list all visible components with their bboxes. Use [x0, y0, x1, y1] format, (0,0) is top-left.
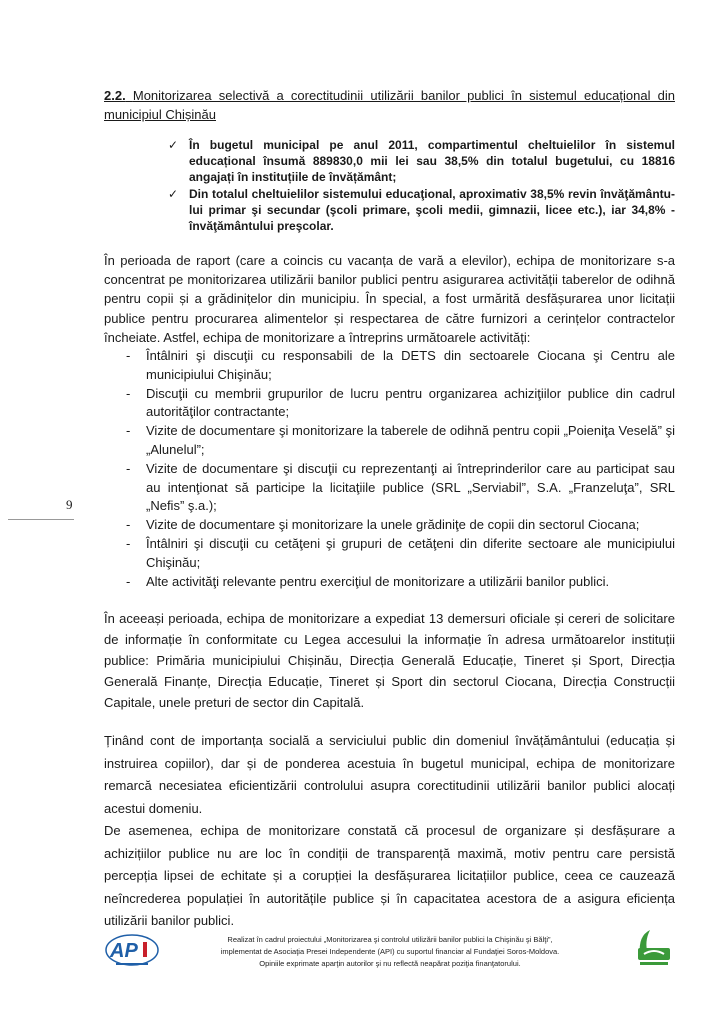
- api-logo: [104, 930, 160, 970]
- highlight-text: Din totalul cheltuielilor sistemului educaţional, aproximativ 38,5% revin învăţământu-lui primar şi secundar (şcoli primare, şcoli medii, gimnazii, licee etc.), iar 34,8% - învăţământului preşcolar.: [189, 187, 675, 233]
- dash-bullet: -: [126, 573, 131, 589]
- page-content: [104, 86, 675, 933]
- checkmark-icon: ✓: [168, 187, 179, 201]
- activity-text: Alte activităţi relevante pentru exerciţiul de monitorizare a utilizării banilor publici.: [146, 573, 610, 589]
- activity-item: [126, 535, 675, 573]
- activity-text: Întâlniri şi discuţii cu responsabili de la DETS din sectoarele Ciocana şi Centru ale municipiului Chişinău;: [146, 348, 675, 382]
- activity-item: [126, 347, 675, 385]
- activity-item: [126, 573, 675, 592]
- checkmark-icon: ✓: [168, 138, 179, 152]
- highlight-item: [168, 137, 675, 185]
- dash-bullet: -: [126, 517, 131, 533]
- page-number: 9: [66, 497, 73, 512]
- section-title: Monitorizarea selectivă a corectitudinii utilizării banilor publici în sistemul educațional din municipiul Chișinău: [104, 88, 675, 122]
- activity-text: Discuţii cu membrii grupurilor de lucru pentru organizarea achiziţiilor publice din cadrul autorităţilor contractante;: [146, 385, 675, 420]
- footer-line: Realizat în cadrul proiectului „Monitorizarea şi controlul utilizării banilor publici la Chişinău şi Bălţi”,: [227, 935, 553, 944]
- section-heading: [104, 86, 675, 124]
- dash-bullet: -: [126, 423, 131, 439]
- dash-bullet: -: [126, 535, 131, 551]
- highlight-text: În bugetul municipal pe anul 2011, compartimentul cheltuielilor în sistemul educațional însumă 889830,0 mii lei sau 38,5% din totalul bugetului, cu 18816 angajați în instituțiile de învățământ;: [189, 138, 675, 184]
- svg-text:AP: AP: [110, 940, 138, 962]
- activity-text: Vizite de documentare şi monitorizare la taberele de odihnă pentru copii „Poieniţa Veselă” şi „Alunelul”;: [146, 423, 675, 457]
- activity-list: [104, 347, 675, 591]
- soros-moldova-logo: [634, 924, 674, 968]
- activity-text: Vizite de documentare şi discuţii cu reprezentanţi ai întreprinderilor care au participat sau au intenţionat să participe la licitaţiile publice (SRL „Serviabil”, S.A. „Franzeluţa”, SRL „Nefis” ş.a.);: [146, 460, 675, 514]
- activity-item: [126, 422, 675, 460]
- dash-bullet: -: [126, 385, 131, 401]
- page-number-rule: [8, 519, 74, 520]
- activity-item: [126, 385, 675, 423]
- activity-text: Întâlniri şi discuţii cu cetăţeni şi grupuri de cetăţeni din diferite sectoare ale municipiului Chişinău;: [146, 535, 675, 570]
- footer-line: implementat de Asociaţia Presei Independente (API) cu suportul financiar al Fundaţiei Soros-Moldova.: [220, 947, 560, 956]
- dash-bullet: -: [126, 460, 131, 476]
- activity-item: [126, 516, 675, 535]
- activity-item: [126, 460, 675, 516]
- footer-disclaimer: [174, 934, 606, 970]
- paragraph-reporting-period: În perioada de raport (care a coincis cu vacanța de vară a elevilor), echipa de monitorizare s-a concentrat pe monitorizarea utilizării banilor publici pentru asigurarea activității taberelor de odihnă pentru copii și a grădinițelor din municipiu. În special, a fost urmărită desfășurarea unor licitații publice pentru procurarea alimentelor și respectarea de către furnizori a cerințelor contractelor încheiate. Astfel, echipa de monitorizare a întreprins următoarele activități:: [104, 253, 675, 345]
- dash-bullet: -: [126, 348, 131, 364]
- activity-text: Vizite de documentare şi monitorizare la unele grădiniţe de copii din sectorul Ciocana;: [146, 517, 640, 533]
- footer-line: Opiniile exprimate aparţin autorilor şi nu reflectă neapărat poziţia finanţatorului.: [259, 959, 521, 968]
- highlight-item: [168, 186, 675, 234]
- section-number: 2.2.: [104, 88, 126, 103]
- paragraph-social-importance: Ținând cont de importanța socială a serviciului public din domeniul învățământului (educația și instruirea copiilor), dar și de ponderea acestuia în bugetul municipal, echipa de monitorizare remarcă necesiatea eficientizării controlului asupra corectitudinii utilizării banilor publici alocați acestui domeniu.: [104, 733, 675, 816]
- paragraph-official-requests: În aceeași perioada, echipa de monitorizare a expediat 13 demersuri oficiale și cereri de solicitare de informație în conformitate cu Legea accesului la informație în adresa următoarelor instituții publice: Primăria municipiului Chișinău, Direcția Generală Educație, Tineret și Sport, Direcția Generală Finanțe, Direcția Educație, Tineret și Sport din sectorul Ciocana, Direcția Construcții Capitale, unele preturi de sector din Capitală.: [104, 611, 675, 711]
- paragraph-transparency: De asemenea, echipa de monitorizare constată că procesul de organizare și desfășurare a achizițiilor publice nu are loc în condiții de transparență maximă, motiv pentru care persistă percepția lipsei de echitate și a corupției la desfășurarea licitațiilor publice, ceea ce cauzează neîncrederea populației în autoritățile publice și în capacitatea acestora de a asigura eficiența utilizării banilor publici.: [104, 823, 675, 929]
- highlight-list: [104, 137, 675, 234]
